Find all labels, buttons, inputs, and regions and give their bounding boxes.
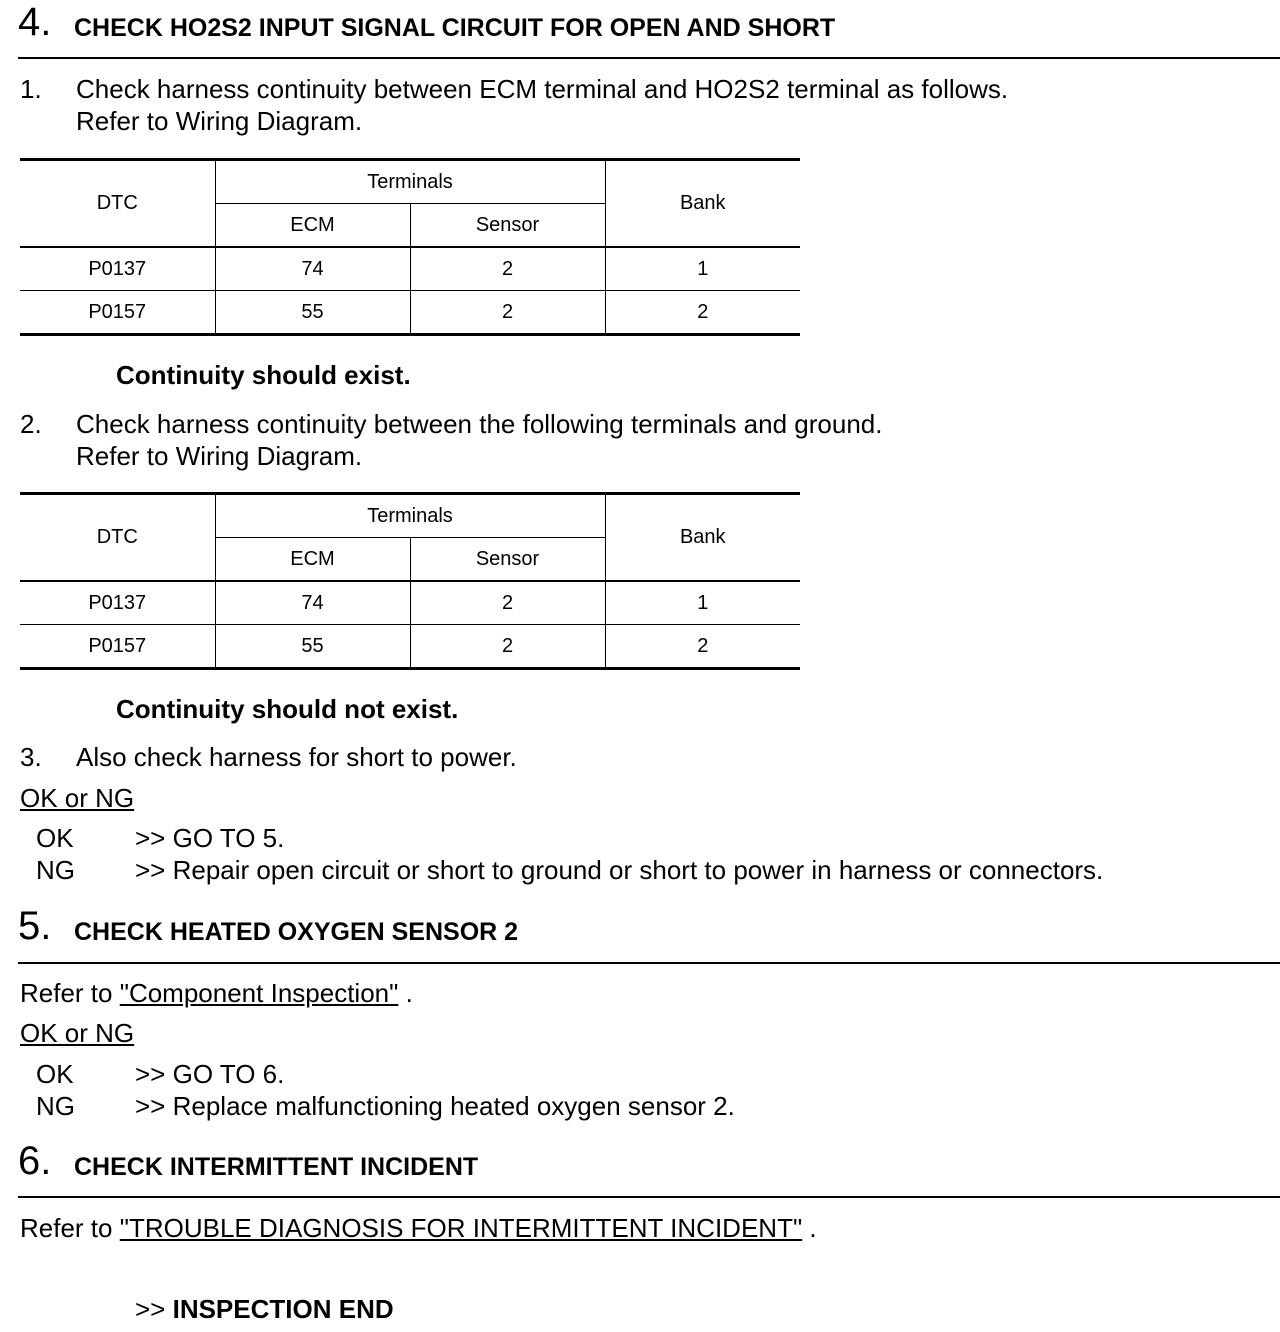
step-4-title: CHECK HO2S2 INPUT SIGNAL CIRCUIT FOR OPEN AND SHORT — [74, 14, 836, 42]
cell-dtc: P0157 — [20, 625, 215, 669]
column-header-terminals: Terminals — [215, 160, 605, 204]
terminal-continuity-table-2 — [20, 492, 800, 670]
step-4-number: 4. — [18, 0, 52, 44]
column-header-terminals: Terminals — [215, 494, 605, 538]
table-row — [20, 291, 800, 335]
table-row — [20, 625, 800, 669]
cell-sensor: 2 — [410, 625, 605, 669]
step-4-item-1-number: 1. — [20, 74, 42, 104]
cell-bank: 2 — [605, 625, 800, 669]
cell-ecm: 55 — [215, 625, 410, 669]
component-inspection-link[interactable]: "Component Inspection" — [119, 978, 399, 1008]
step-4-item-3-text: Also check harness for short to power. — [76, 742, 517, 772]
ok-action: >> GO TO 5. — [135, 823, 285, 853]
step-5-refer — [20, 977, 413, 1009]
step-5-title: CHECK HEATED OXYGEN SENSOR 2 — [74, 918, 519, 946]
step-4-item-2-line-1: Check harness continuity between the following terminals and ground. — [76, 409, 883, 439]
refer-suffix: . — [398, 978, 413, 1008]
refer-suffix: . — [802, 1213, 817, 1243]
ok-action: >> GO TO 6. — [135, 1059, 285, 1089]
column-header-dtc: DTC — [20, 494, 215, 582]
end-text: INSPECTION END — [172, 1294, 394, 1324]
step-4-item-2-line-2: Refer to Wiring Diagram. — [76, 441, 363, 471]
cell-dtc: P0137 — [20, 581, 215, 625]
column-header-ecm: ECM — [215, 538, 410, 582]
step-6-divider — [18, 1196, 1280, 1198]
cell-sensor: 2 — [410, 581, 605, 625]
end-prefix: >> — [135, 1294, 173, 1324]
cell-ecm: 74 — [215, 581, 410, 625]
step-5-divider — [18, 962, 1280, 964]
table-row — [20, 581, 800, 625]
column-header-sensor: Sensor — [410, 204, 605, 248]
step-6-refer — [20, 1212, 817, 1244]
step-5-number: 5. — [18, 904, 52, 948]
ok-label: OK — [36, 823, 74, 853]
ng-label: NG — [36, 855, 75, 885]
result-continuity-not-exist: Continuity should not exist. — [116, 694, 459, 724]
refer-prefix: Refer to — [20, 978, 120, 1008]
ok-label: OK — [36, 1059, 74, 1089]
cell-ecm: 74 — [215, 247, 410, 291]
column-header-bank: Bank — [605, 160, 800, 248]
step-4-divider — [18, 57, 1280, 59]
step-4-item-2-number: 2. — [20, 409, 42, 439]
ng-action: >> Replace malfunctioning heated oxygen sensor 2. — [135, 1091, 735, 1121]
step-4-item-3-number: 3. — [20, 742, 42, 772]
step-6-title: CHECK INTERMITTENT INCIDENT — [74, 1153, 479, 1181]
step-4-item-1-line-1: Check harness continuity between ECM terminal and HO2S2 terminal as follows. — [76, 74, 1009, 104]
terminal-continuity-table-1 — [20, 158, 800, 336]
intermittent-incident-link[interactable]: "TROUBLE DIAGNOSIS FOR INTERMITTENT INCIDENT" — [119, 1213, 803, 1243]
cell-sensor: 2 — [410, 247, 605, 291]
refer-prefix: Refer to — [20, 1213, 120, 1243]
column-header-dtc: DTC — [20, 160, 215, 248]
cell-ecm: 55 — [215, 291, 410, 335]
cell-bank: 1 — [605, 581, 800, 625]
step-6-number: 6. — [18, 1139, 52, 1183]
inspection-end — [135, 1293, 394, 1325]
cell-sensor: 2 — [410, 291, 605, 335]
ok-or-ng-heading: OK or NG — [20, 1018, 135, 1048]
ng-action: >> Repair open circuit or short to ground or short to power in harness or connectors. — [135, 855, 1104, 885]
column-header-sensor: Sensor — [410, 538, 605, 582]
ng-label: NG — [36, 1091, 75, 1121]
cell-bank: 2 — [605, 291, 800, 335]
cell-dtc: P0157 — [20, 291, 215, 335]
cell-bank: 1 — [605, 247, 800, 291]
cell-dtc: P0137 — [20, 247, 215, 291]
column-header-bank: Bank — [605, 494, 800, 582]
table-row — [20, 247, 800, 291]
column-header-ecm: ECM — [215, 204, 410, 248]
ok-or-ng-heading: OK or NG — [20, 783, 135, 813]
step-4-item-1-line-2: Refer to Wiring Diagram. — [76, 106, 363, 136]
result-continuity-exist: Continuity should exist. — [116, 360, 411, 390]
